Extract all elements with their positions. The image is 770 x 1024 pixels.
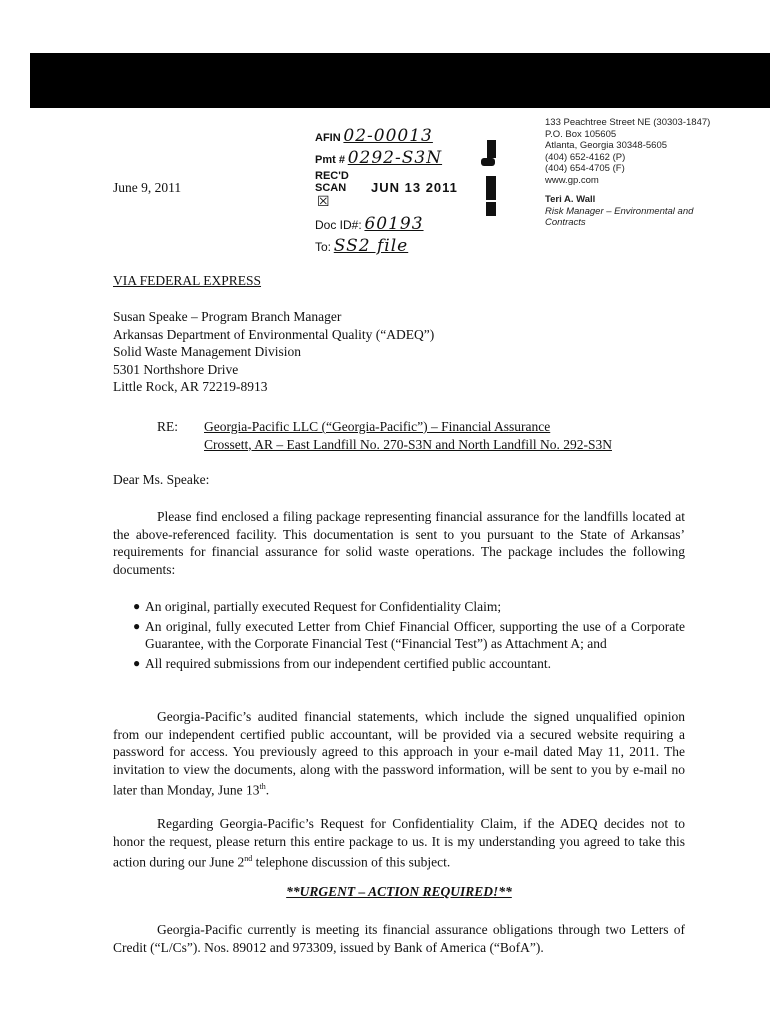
permit-label: Pmt # [315,154,345,166]
fax: (404) 654-4705 (F) [545,163,625,174]
doc-id-row [315,214,424,234]
list-item [113,655,685,673]
received-stamp [315,118,505,268]
address-line: 133 Peachtree Street NE (30303-1847) [545,117,711,128]
doc-id-value: 60193 [364,214,424,234]
letterhead [545,117,770,229]
stamp-mark [487,140,496,158]
stamp-mark [481,158,495,166]
paragraph-1: Please find enclosed a filing package representing financial assurance for the landfills located at the above-referenced facility. This documentation is sent to you pursuant to the State of Arkansas’ requirements for financial assurance for solid waste operations. The package includes the following documents: [113,509,685,577]
list-item-text: All required submissions from our independent certified public accountant. [145,655,552,671]
paragraph-4: Georgia-Pacific currently is meeting its financial assurance obligations through two Letters of Credit (“L/Cs”). Nos. 89012 and 973309, issued by Bank of America (“BofA”). [113,922,685,955]
permit-row [315,148,442,168]
recipient-line: Susan Speake – Program Branch Manager [113,309,342,324]
bullet-icon: ● [133,618,141,633]
to-row [315,236,408,256]
paragraph-2-end: . [265,782,270,798]
bullet-icon: ● [133,599,141,613]
ordinal-suffix: nd [244,854,253,863]
scan-label: SCAN [315,182,347,194]
doc-id-label: Doc ID#: [315,218,362,232]
list-item-text: An original, partially executed Request for Confidentiality Claim; [145,599,502,614]
paragraph-2 [113,708,685,799]
list-item [113,598,685,616]
afin-row [315,126,433,146]
urgent-heading: **URGENT – ACTION REQUIRED!** [286,884,512,899]
recipient-line: 5301 Northshore Drive [113,361,239,377]
re-line: Crossett, AR – East Landfill No. 270-S3N and North Landfill No. 292-S3N [204,436,612,452]
re-subject [204,418,612,453]
list-item-text: An original, fully executed Letter from Chief Financial Officer, supporting the use of a Corporate Guarantee, with the Corporate Financial Test (“Financial Test”) as Attachment A; and [145,618,685,651]
recd-label: REC'D [315,170,349,182]
bullet-icon: ● [133,655,141,670]
re-label: RE: [157,419,179,434]
to-label: To: [315,240,332,254]
to-value: SS2 file [333,236,409,256]
redaction-bar [30,53,770,108]
signer-title: Risk Manager – Environmental and [545,205,694,217]
address-line: Atlanta, Georgia 30348-5605 [545,140,668,151]
recipient-line: Little Rock, AR 72219-8913 [113,379,268,394]
received-date: JUN 13 2011 [371,180,458,195]
signer-title: Contracts [545,217,586,228]
stamp-mark [486,176,496,200]
website: www.gp.com [545,174,599,186]
re-line: Georgia-Pacific LLC (“Georgia-Pacific”) – Financial Assurance [204,419,551,434]
delivery-method: VIA FEDERAL EXPRESS [113,273,262,288]
permit-value: 0292-S3N [347,148,443,168]
address-line: P.O. Box 105605 [545,128,617,140]
recipient-address [113,308,434,396]
signer-name: Teri A. Wall [545,194,596,205]
phone: (404) 652-4162 (P) [545,151,626,163]
paragraph-3-end: telephone discussion of this subject. [252,854,451,870]
afin-value: 02-00013 [343,126,433,146]
scan-checkbox: ☒ [317,195,330,210]
afin-label: AFIN [315,132,341,144]
ordinal-suffix: th [259,782,266,791]
recipient-line: Solid Waste Management Division [113,344,302,359]
list-item [113,618,685,653]
stamp-mark [486,202,496,216]
letter-date: June 9, 2011 [113,180,182,195]
paragraph-3-text: Regarding Georgia-Pacific’s Request for Confidentiality Claim, if the ADEQ decides not to honor the request, please return this entire package to us. It is my understanding you agreed to take this action during our June 2 [113,816,685,870]
paragraph-2-text: Georgia-Pacific’s audited financial statements, which include the signed unqualified opinion from our independent certified public accountant, will be provided via a secured website requiring a password for access. You previously agreed to this approach in your e-mail dated May 11, 2011. The invitation to view the documents, along with the password information, will be sent to you by e-mail no later than Monday, June 13 [113,709,685,798]
document-list [113,598,685,674]
salutation: Dear Ms. Speake: [113,472,210,487]
recipient-line: Arkansas Department of Environmental Quality (“ADEQ”) [113,326,435,342]
paragraph-3 [113,815,685,871]
